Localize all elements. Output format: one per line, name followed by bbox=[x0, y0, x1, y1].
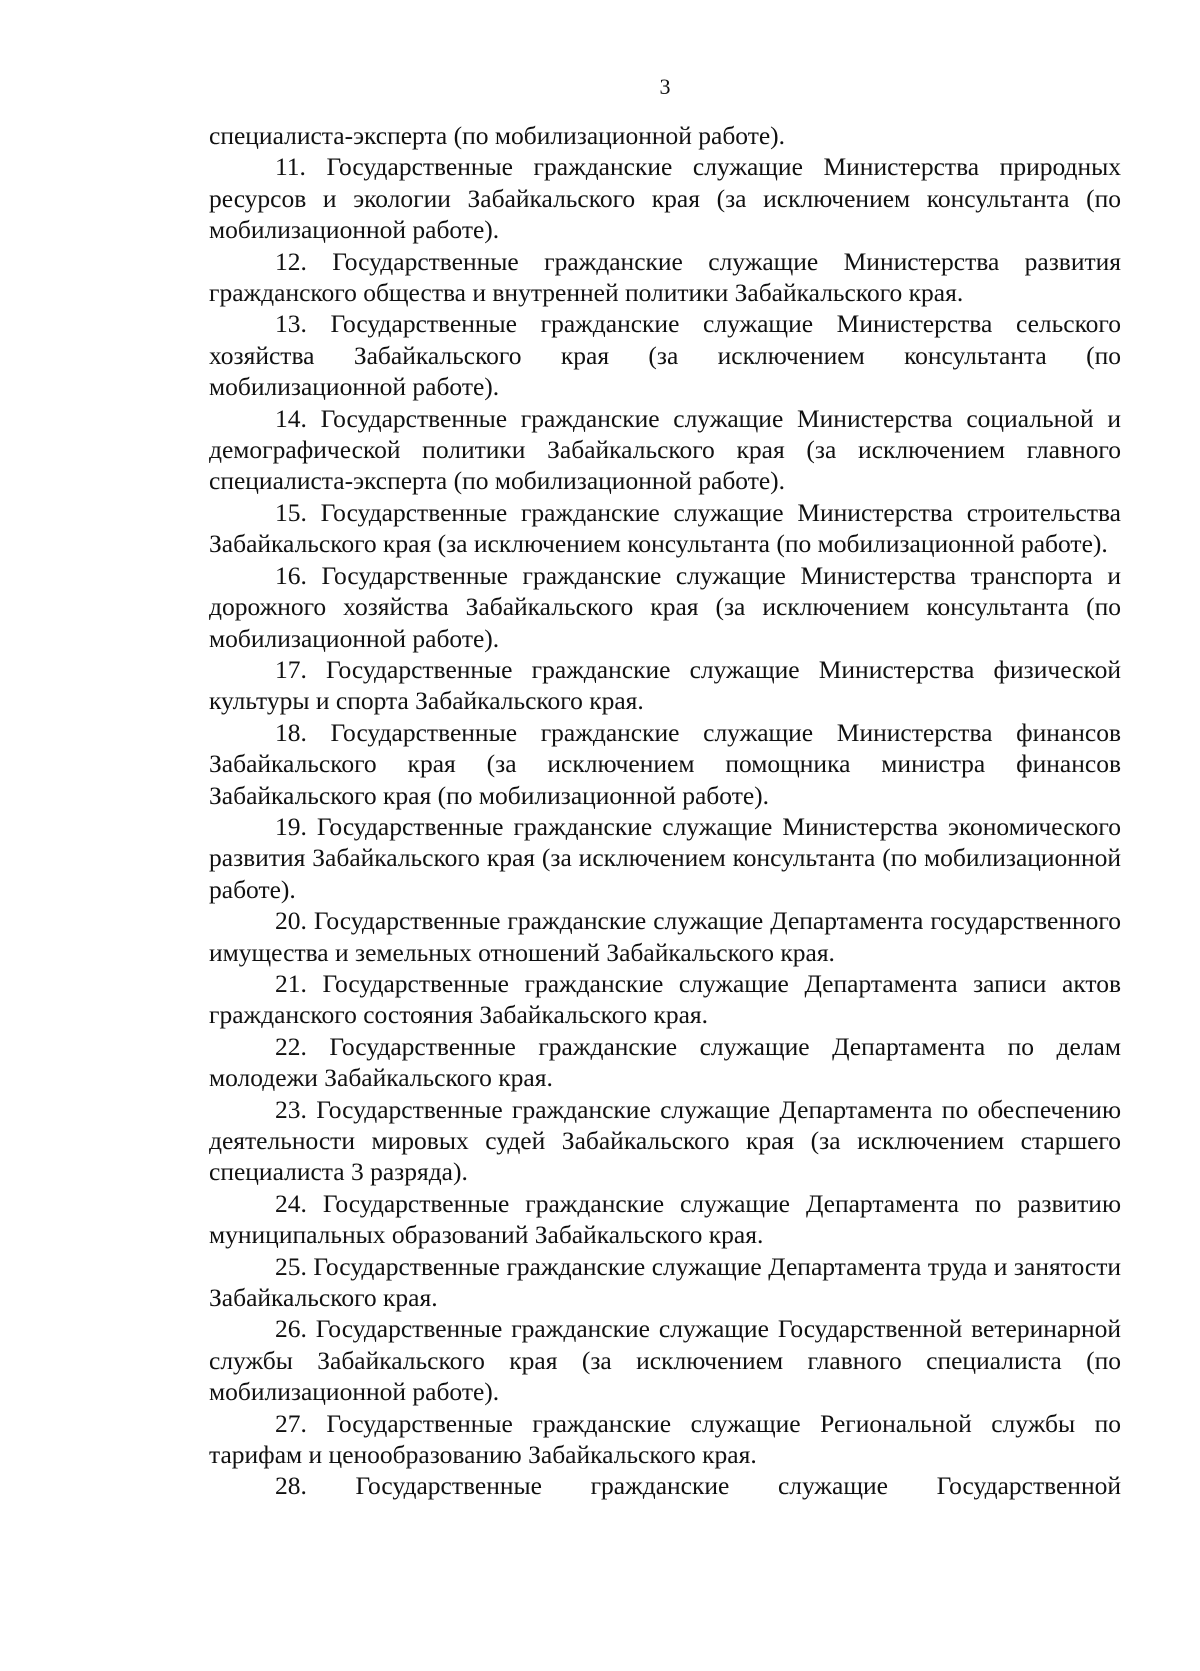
paragraph-item-20: 20. Государственные гражданские служащие Департамента государственного имущества и земельных отношений Забайкальского края. bbox=[209, 906, 1121, 967]
paragraph-item-15: 15. Государственные гражданские служащие Министерства строительства Забайкальского края (за исключением консультанта (по мобилизационной работе). bbox=[209, 497, 1121, 559]
paragraph-item-18: 18. Государственные гражданские служащие Министерства финансов Забайкальского края (за исключением помощника министра финансов Забайкальского края (по мобилизационной работе). bbox=[209, 717, 1121, 810]
paragraph-item-16: 16. Государственные гражданские служащие Министерства транспорта и дорожного хозяйства Забайкальского края (за исключением консультанта (по мобилизационной работе). bbox=[209, 560, 1121, 653]
paragraph-item-11: 11. Государственные гражданские служащие Министерства природных ресурсов и экологии Забайкальского края (за исключением консультанта (по мобилизационной работе). bbox=[209, 152, 1121, 245]
paragraph-continuation: специалиста-эксперта (по мобилизационной работе). bbox=[209, 121, 786, 150]
paragraph-item-26: 26. Государственные гражданские служащие Государственной ветеринарной службы Забайкальского края (за исключением главного специалиста (по мобилизационной работе). bbox=[209, 1314, 1121, 1407]
paragraph-item-13: 13. Государственные гражданские служащие Министерства сельского хозяйства Забайкальского края (за исключением консультанта (по мобилизационной работе). bbox=[209, 309, 1121, 402]
document-body bbox=[209, 120, 1121, 1502]
page-number: 3 bbox=[659, 74, 671, 99]
paragraph-item-22: 22. Государственные гражданские служащие Департамента по делам молодежи Забайкальского края. bbox=[209, 1031, 1121, 1093]
paragraph-item-21: 21. Государственные гражданские служащие Департамента записи актов гражданского состояния Забайкальского края. bbox=[209, 968, 1121, 1030]
paragraph-item-19: 19. Государственные гражданские служащие Министерства экономического развития Забайкальского края (за исключением консультанта (по мобилизационной работе). bbox=[209, 811, 1121, 904]
paragraph-item-12: 12. Государственные гражданские служащие Министерства развития гражданского общества и внутренней политики Забайкальского края. bbox=[209, 246, 1121, 308]
paragraph-item-27: 27. Государственные гражданские служащие Региональной службы по тарифам и ценообразованию Забайкальского края. bbox=[209, 1408, 1121, 1470]
paragraph-item-28: 28. Государственные гражданские служащие Государственной bbox=[275, 1471, 1121, 1501]
paragraph-item-24: 24. Государственные гражданские служащие Департамента по развитию муниципальных образований Забайкальского края. bbox=[209, 1188, 1121, 1250]
paragraph-item-14: 14. Государственные гражданские служащие Министерства социальной и демографической политики Забайкальского края (за исключением главного специалиста-эксперта (по мобилизационной работе). bbox=[209, 403, 1121, 496]
paragraph-item-23: 23. Государственные гражданские служащие Департамента по обеспечению деятельности мировых судей Забайкальского края (за исключением старшего специалиста 3 разряда). bbox=[209, 1094, 1121, 1187]
paragraph-item-17: 17. Государственные гражданские служащие Министерства физической культуры и спорта Забайкальского края. bbox=[209, 654, 1121, 716]
paragraph-item-25: 25. Государственные гражданские служащие Департамента труда и занятости Забайкальского края. bbox=[209, 1251, 1121, 1313]
